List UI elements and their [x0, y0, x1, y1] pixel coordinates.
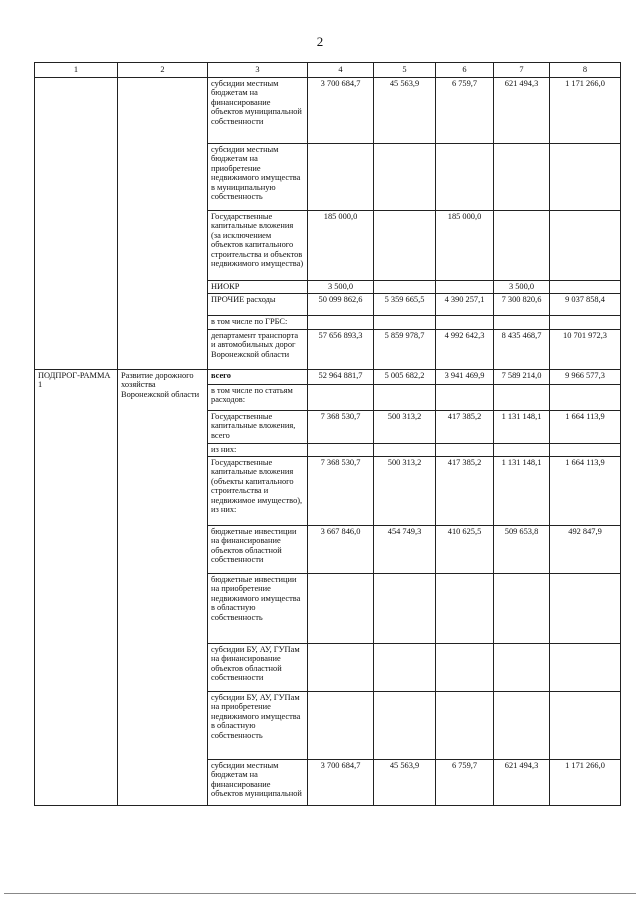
program-name-cell [118, 77, 208, 369]
value-total [308, 643, 374, 691]
value-col6 [436, 143, 494, 210]
value-col5 [374, 210, 436, 280]
value-col7: 1 131 148,1 [494, 410, 550, 443]
value-col7: 509 653,8 [494, 525, 550, 573]
row-description: бюджетные инвестиции на приобретение недвижимого имущества в областную собственность [208, 573, 308, 643]
row-description: субсидии БУ, АУ, ГУПам на финансирование объектов областной собственности [208, 643, 308, 691]
value-total: 7 368 530,7 [308, 410, 374, 443]
subprogram-name: Развитие дорожного хозяйства Воронежской области [118, 369, 208, 805]
value-col8: 9 966 577,3 [550, 369, 621, 384]
value-total: 52 964 881,7 [308, 369, 374, 384]
value-col6: 410 625,5 [436, 525, 494, 573]
value-col6 [436, 691, 494, 759]
row-description: департамент транспорта и автомобильных дорог Воронежской области [208, 329, 308, 369]
value-col6 [436, 384, 494, 410]
value-col5 [374, 143, 436, 210]
value-col6 [436, 573, 494, 643]
value-col7: 621 494,3 [494, 759, 550, 805]
value-total: 185 000,0 [308, 210, 374, 280]
row-description: субсидии местным бюджетам на приобретение недвижимого имущества в муниципальную собственность [208, 143, 308, 210]
row-description: Государственные капитальные вложения (объекты капитального строительства и недвижимое имущество), из них: [208, 456, 308, 525]
value-col5 [374, 280, 436, 293]
value-total: 7 368 530,7 [308, 456, 374, 525]
table-row [35, 369, 621, 384]
value-col8: 9 037 858,4 [550, 293, 621, 315]
value-col8: 1 664 113,9 [550, 456, 621, 525]
value-col5: 5 359 665,5 [374, 293, 436, 315]
value-col8: 492 847,9 [550, 525, 621, 573]
value-total: 3 700 684,7 [308, 759, 374, 805]
subprogram-code: ПОДПРОГ-РАММА 1 [35, 369, 118, 805]
value-col7 [494, 691, 550, 759]
header-cell-5: 5 [374, 63, 436, 78]
value-col8 [550, 315, 621, 329]
value-col8: 1 171 266,0 [550, 77, 621, 143]
value-col8 [550, 384, 621, 410]
value-col7 [494, 573, 550, 643]
page-bottom-rule [4, 893, 636, 894]
value-col6 [436, 643, 494, 691]
value-total [308, 384, 374, 410]
value-col6 [436, 443, 494, 456]
header-row [35, 63, 621, 78]
value-col7 [494, 384, 550, 410]
value-total [308, 443, 374, 456]
row-description: субсидии местным бюджетам на финансирование объектов муниципальной [208, 759, 308, 805]
value-total: 3 700 684,7 [308, 77, 374, 143]
value-total [308, 573, 374, 643]
budget-table [34, 62, 621, 806]
value-col6: 417 385,2 [436, 410, 494, 443]
value-col7: 7 300 820,6 [494, 293, 550, 315]
value-col8 [550, 691, 621, 759]
row-description: из них: [208, 443, 308, 456]
value-col7 [494, 315, 550, 329]
row-description: ПРОЧИЕ расходы [208, 293, 308, 315]
value-col5 [374, 573, 436, 643]
value-col5: 454 749,3 [374, 525, 436, 573]
header-cell-1: 1 [35, 63, 118, 78]
value-col5 [374, 384, 436, 410]
value-col8 [550, 643, 621, 691]
header-cell-2: 2 [118, 63, 208, 78]
header-cell-6: 6 [436, 63, 494, 78]
value-col8 [550, 210, 621, 280]
row-description: НИОКР [208, 280, 308, 293]
row-description: в том числе по ГРБС: [208, 315, 308, 329]
value-col8: 1 664 113,9 [550, 410, 621, 443]
value-total: 57 656 893,3 [308, 329, 374, 369]
row-description: Государственные капитальные вложения (за исключением объектов капитального строительства и объектов недвижимого имущества) [208, 210, 308, 280]
value-col7 [494, 643, 550, 691]
value-col8 [550, 280, 621, 293]
value-total: 50 099 862,6 [308, 293, 374, 315]
value-col6: 6 759,7 [436, 759, 494, 805]
page-number: 2 [316, 34, 324, 49]
row-description: субсидии местным бюджетам на финансирование объектов муниципальной собственности [208, 77, 308, 143]
value-total: 3 667 846,0 [308, 525, 374, 573]
value-col6 [436, 280, 494, 293]
value-col8: 1 171 266,0 [550, 759, 621, 805]
row-description: субсидии БУ, АУ, ГУПам на приобретение недвижимого имущества в областную собственность [208, 691, 308, 759]
value-col6: 4 390 257,1 [436, 293, 494, 315]
value-col5: 500 313,2 [374, 410, 436, 443]
value-col8 [550, 143, 621, 210]
value-col6: 3 941 469,9 [436, 369, 494, 384]
value-col5: 5 005 682,2 [374, 369, 436, 384]
value-col7: 8 435 468,7 [494, 329, 550, 369]
row-description: в том числе по статьям расходов: [208, 384, 308, 410]
value-col8: 10 701 972,3 [550, 329, 621, 369]
table-row [35, 77, 621, 143]
header-cell-4: 4 [308, 63, 374, 78]
value-col7: 1 131 148,1 [494, 456, 550, 525]
value-col7 [494, 443, 550, 456]
value-col7 [494, 210, 550, 280]
value-col6 [436, 315, 494, 329]
value-col8 [550, 573, 621, 643]
value-col6: 185 000,0 [436, 210, 494, 280]
value-col5 [374, 643, 436, 691]
header-cell-3: 3 [208, 63, 308, 78]
value-total [308, 143, 374, 210]
value-total [308, 315, 374, 329]
value-col6: 417 385,2 [436, 456, 494, 525]
header-cell-8: 8 [550, 63, 621, 78]
value-col5 [374, 315, 436, 329]
value-total [308, 691, 374, 759]
value-total: 3 500,0 [308, 280, 374, 293]
value-col5: 45 563,9 [374, 759, 436, 805]
value-col7: 621 494,3 [494, 77, 550, 143]
value-col7 [494, 143, 550, 210]
value-col5: 500 313,2 [374, 456, 436, 525]
value-col5: 5 859 978,7 [374, 329, 436, 369]
value-col5 [374, 443, 436, 456]
program-code-cell [35, 77, 118, 369]
row-description: всего [208, 369, 308, 384]
header-cell-7: 7 [494, 63, 550, 78]
value-col5: 45 563,9 [374, 77, 436, 143]
value-col7: 7 589 214,0 [494, 369, 550, 384]
value-col6: 4 992 642,3 [436, 329, 494, 369]
value-col5 [374, 691, 436, 759]
value-col7: 3 500,0 [494, 280, 550, 293]
row-description: Государственные капитальные вложения, всего [208, 410, 308, 443]
value-col8 [550, 443, 621, 456]
row-description: бюджетные инвестиции на финансирование объектов областной собственности [208, 525, 308, 573]
value-col6: 6 759,7 [436, 77, 494, 143]
